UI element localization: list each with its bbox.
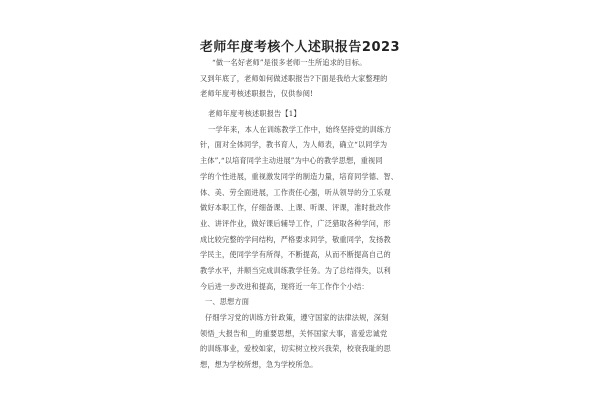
paragraph-line: 体、美、劳全面进展，工作责任心强，听从领导的分工乐观 xyxy=(200,187,391,197)
paragraph-line: 领悟_大报告和__的重要思想，关怀国家大事，喜爱忠诚党 xyxy=(200,328,388,338)
intro-line: 又到年底了，老师如何做述职报告?下面是我给大家整理的 xyxy=(200,73,388,83)
paragraph-line: 今后进一步改进和提高，现将近一年工作作个小结： xyxy=(200,281,369,291)
paragraph-line: 的训练事业，爱校如家，切实树立校兴我荣，校衰我耻的思 xyxy=(200,344,391,354)
intro-line: 老师年度考核述职报告，仅供参阅! xyxy=(200,89,314,99)
paragraph-line: 业、讲评作业，做好课后辅导工作，广泛猎取各种学问，形 xyxy=(200,218,391,228)
paragraph-line: 做好本职工作，仔细备课、上课、听课、评课，准时批改作 xyxy=(200,203,391,213)
intro-line: “做一名好老师”是很多老师一生所追求的目标。 xyxy=(212,58,367,67)
document-title: 老师年度考核个人述职报告2023 xyxy=(199,40,401,55)
paragraph-line: 仔细学习党的训练方针政策，遵守国家的法律法规，深刻 xyxy=(205,313,389,322)
paragraph-line: 学民主，使同学学有所得，不断提高，从而不断提高自己的 xyxy=(200,250,391,260)
paragraph-line: 教学水平，并顺当完成训练教学任务。为了总结得失，以利 xyxy=(200,265,391,275)
paragraph-line: 针，面对全体同学，教书育人，为人师表，确立“以同学为 xyxy=(200,140,388,150)
paragraph-line: 想，想为学校所想，急为学校所急。 xyxy=(200,360,318,370)
paragraph-line: 主体”,“以培育同学主动进展”为中心的教学思想，重视同 xyxy=(200,156,383,166)
subheading: 一、思想方面 xyxy=(205,297,250,307)
paragraph-line: 学的个性进展，重视激发同学的制造力量，培育同学德、智、 xyxy=(200,171,399,181)
section-heading: 老师年度考核述职报告【1】 xyxy=(208,109,301,119)
paragraph-line: 成比较完整的学问结构，严格要求同学，敬重同学，发扬教 xyxy=(200,234,391,244)
paragraph-line: 一学年来，本人在训练教学工作中，始终坚持党的训练方 xyxy=(208,124,392,134)
document-body xyxy=(200,55,405,373)
